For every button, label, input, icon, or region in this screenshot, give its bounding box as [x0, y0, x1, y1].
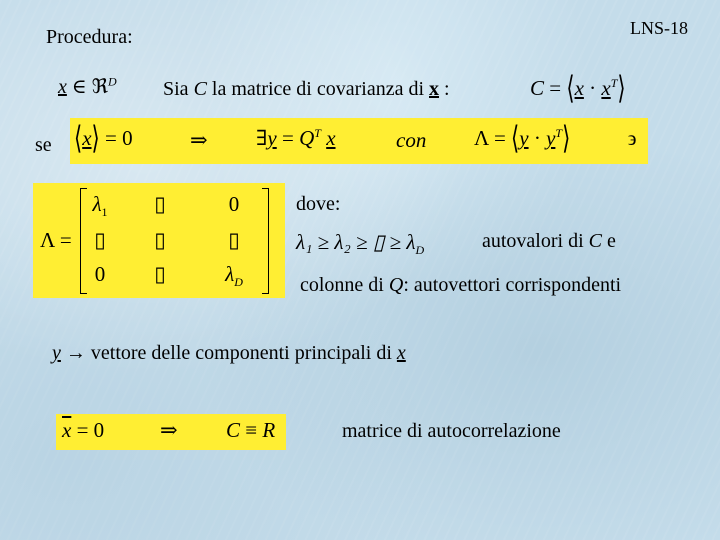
- vector-y-a: y: [519, 126, 529, 150]
- equals-sign: =: [493, 126, 506, 150]
- element-of-symbol: ∈: [71, 76, 87, 98]
- arrow-symbol: →: [60, 342, 91, 364]
- mean-x: $\overline{x}$: [62, 418, 72, 442]
- vector-x: x: [82, 126, 92, 150]
- autovalori-text: autovalori di C e: [482, 230, 616, 252]
- C-symbol-eq: C: [530, 76, 545, 100]
- implies-arrow: ⇒: [190, 128, 208, 152]
- matrix-right-bracket: [262, 188, 269, 294]
- vector-y: y: [267, 126, 277, 150]
- lambda-formula: [474, 119, 571, 156]
- eigenvalue-ordering: λ₁ ≥ λ₂ ≥ ▯ ≥ $\lambda_D$: [296, 230, 425, 258]
- Lambda-symbol: Λ: [474, 126, 489, 150]
- equiv-symbol: ≡: [245, 418, 258, 442]
- matrix-cell-3-2: ▯: [154, 262, 166, 286]
- matrix-cell-3-1: 0: [94, 262, 106, 286]
- vector-x-bold: x: [429, 78, 440, 100]
- transpose-T: T: [314, 126, 321, 140]
- matrix-cell-1-1: $\lambda_1$: [92, 192, 108, 220]
- trailing-symbol: ϶: [628, 126, 637, 150]
- equals-zero: = 0: [76, 418, 105, 442]
- equals-sign: =: [281, 126, 294, 150]
- la-matrice-text: la matrice di covarianza di: [206, 78, 430, 100]
- slide-code: LNS-18: [630, 18, 688, 38]
- vector-x: x: [326, 126, 336, 150]
- vector-x: x: [396, 342, 406, 364]
- C-equiv-R: [226, 418, 275, 443]
- C-symbol: C: [226, 418, 241, 442]
- transpose-T: T: [610, 76, 618, 90]
- left-angle: ⟨: [74, 119, 83, 156]
- matrix-cell-3-3: $\lambda_D$: [225, 262, 243, 290]
- C-symbol: C: [193, 78, 207, 100]
- transform-formula: [256, 126, 336, 151]
- dove-label: dove:: [296, 193, 341, 215]
- con-word: con: [396, 128, 427, 152]
- right-angle: ⟩: [562, 119, 571, 156]
- equals-zero: = 0: [104, 126, 133, 150]
- vector-y: y: [52, 342, 61, 364]
- colon: :: [439, 78, 450, 100]
- matrix-cell-1-2: ▯: [154, 192, 166, 216]
- left-angle: ⟨: [511, 119, 520, 156]
- transpose-T: T: [555, 126, 563, 140]
- matrix-cell-1-3: 0: [228, 192, 240, 216]
- covariance-sentence: [163, 78, 450, 101]
- xbar-zero-formula: [62, 418, 104, 443]
- x-in-R-formula: [58, 74, 117, 99]
- implies-arrow-2: ⇒: [160, 418, 178, 442]
- sia-text: Sia: [163, 78, 194, 100]
- Q-symbol: Q: [299, 126, 315, 150]
- right-angle: ⟩: [91, 119, 100, 156]
- matrix-cell-2-1: ▯: [94, 228, 106, 252]
- vector-y-b: y: [546, 126, 556, 150]
- autocorrelation-text: matrice di autocorrelazione: [342, 420, 561, 442]
- dot-product: ·: [589, 76, 597, 100]
- principal-components-line: [52, 342, 406, 365]
- matrix-cell-2-3: ▯: [228, 228, 240, 252]
- matrix-cell-2-2: ▯: [154, 228, 166, 252]
- dot-product: ·: [533, 126, 541, 150]
- right-angle: ⟩: [617, 69, 626, 106]
- vector-x: x: [58, 76, 67, 98]
- equals-sign: =: [549, 76, 562, 100]
- dimension-D: D: [107, 74, 117, 89]
- left-angle: ⟨: [566, 69, 575, 106]
- R-symbol: R: [262, 418, 276, 442]
- vector-x-b: x: [601, 76, 611, 100]
- se-label: se: [35, 134, 52, 156]
- pc-description: vettore delle componenti principali di: [90, 342, 397, 364]
- Lambda-equals: Λ =: [40, 228, 72, 252]
- slide-title: Procedura:: [46, 26, 133, 48]
- colonne-text: colonne di Q: autovettori corrispondenti: [300, 274, 622, 296]
- exists-symbol: ∃: [256, 126, 268, 150]
- real-set-symbol: ℜ: [91, 76, 108, 98]
- mean-zero-formula: [74, 119, 133, 156]
- covariance-formula: [530, 69, 626, 106]
- vector-x-a: x: [574, 76, 584, 100]
